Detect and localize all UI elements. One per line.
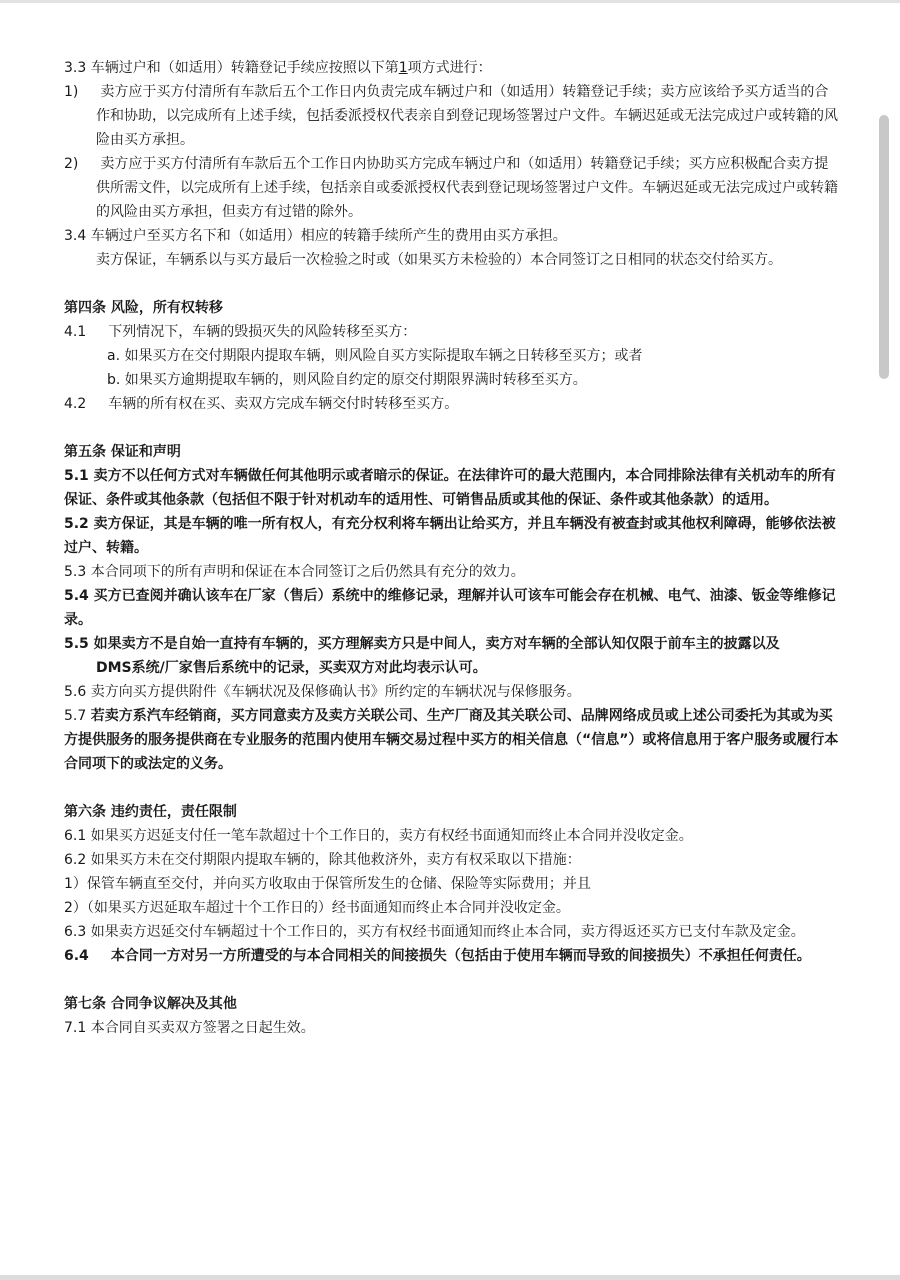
clause-3-3-option-1: 1) 卖方应于买方付清所有车款后五个工作日内负责完成车辆过户和（如适用）转籍登记手续；卖方应该给予买方适当的合作和协助，以完成所有上述手续，包括委派授权代表亲自到登记现场签署过户文件。车辆迟延或无法完成过户或转籍的风险由买方承担。 xyxy=(64,84,838,148)
article-5-heading: 第五条 保证和声明 xyxy=(64,444,181,460)
clause-6-1: 6.1 如果买方迟延支付任一笔车款超过十个工作日的，卖方有权经书面通知而终止本合同并没收定金。 xyxy=(64,828,693,844)
top-edge-rule xyxy=(0,0,900,3)
article-7-heading: 第七条 合同争议解决及其他 xyxy=(64,996,237,1012)
bottom-edge-rule xyxy=(0,1275,900,1280)
clause-3-3: 3.3 车辆过户和（如适用）转籍登记手续应按照以下第1项方式进行： xyxy=(64,60,492,76)
clause-4-1: 4.1 下列情况下，车辆的毁损灭失的风险转移至买方： xyxy=(64,324,417,340)
clause-4-1-a: a. 如果买方在交付期限内提取车辆，则风险自买方实际提取车辆之日转移至买方；或者 xyxy=(107,348,643,364)
option-number: 1 xyxy=(398,60,408,76)
clause-6-2: 6.2 如果买方未在交付期限内提取车辆的，除其他救济外，卖方有权采取以下措施： xyxy=(64,852,581,868)
clause-6-4: 6.4 本合同一方对另一方所遭受的与本合同相关的间接损失（包括由于使用车辆而导致的间接损失）不承担任何责任。 xyxy=(64,948,811,964)
clause-6-3: 6.3 如果卖方迟延交付车辆超过十个工作日的，买方有权经书面通知而终止本合同，卖方得返还买方已支付车款及定金。 xyxy=(64,924,805,940)
document-page xyxy=(64,56,839,1040)
clause-5-5-line-1: 5.5 如果卖方不是自始一直持有车辆的，买方理解卖方只是中间人，卖方对车辆的全部认知仅限于前车主的披露以及 xyxy=(64,636,780,652)
article-4-heading: 第四条 风险，所有权转移 xyxy=(64,300,223,316)
clause-5-5-line-2: DMS系统/厂家售后系统中的记录，买卖双方对此均表示认可。 xyxy=(96,660,487,676)
clause-3-3-option-2: 2) 卖方应于买方付清所有车款后五个工作日内协助买方完成车辆过户和（如适用）转籍登记手续；买方应积极配合卖方提供所需文件，以完成所有上述手续，包括亲自或委派授权代表到登记现场签署过户文件。车辆迟延或无法完成过户或转籍的风险由买方承担，但卖方有过错的除外。 xyxy=(64,156,838,220)
clause-5-7: 5.7 若卖方系汽车经销商，买方同意卖方及卖方关联公司、生产厂商及其关联公司、品牌网络成员或上述公司委托为其或为买方提供服务的服务提供商在专业服务的范围内使用车辆交易过程中买方的相关信息（“信息”）或将信息用于客户服务或履行本合同项下的或法定的义务。 xyxy=(64,708,839,772)
clause-4-2: 4.2 车辆的所有权在买、卖双方完成车辆交付时转移至买方。 xyxy=(64,396,459,412)
clause-5-6: 5.6 卖方向买方提供附件《车辆状况及保修确认书》所约定的车辆状况与保修服务。 xyxy=(64,684,581,700)
clause-5-2: 5.2 卖方保证，其是车辆的唯一所有权人，有充分权利将车辆出让给买方，并且车辆没有被查封或其他权利障碍，能够依法被过户、转籍。 xyxy=(64,516,836,556)
clause-6-2-2: 2）（如果买方迟延取车超过十个工作日的）经书面通知而终止本合同并没收定金。 xyxy=(64,900,570,916)
clause-5-3: 5.3 本合同项下的所有声明和保证在本合同签订之后仍然具有充分的效力。 xyxy=(64,564,525,580)
clause-5-1: 5.1 卖方不以任何方式对车辆做任何其他明示或者暗示的保证。在法律许可的最大范围内，本合同排除法律有关机动车的所有保证、条件或其他条款（包括但不限于针对机动车的适用性、可销售品质或其他的保证、条件或其他条款）的适用。 xyxy=(64,468,836,508)
clause-4-1-b: b. 如果买方逾期提取车辆的，则风险自约定的原交付期限界满时转移至买方。 xyxy=(107,372,587,388)
clause-7-1: 7.1 本合同自买卖双方签署之日起生效。 xyxy=(64,1020,315,1036)
clause-5-4: 5.4 买方已查阅并确认该车在厂家（售后）系统中的维修记录，理解并认可该车可能会存在机械、电气、油漆、钣金等维修记录。 xyxy=(64,588,836,628)
clause-6-2-1: 1）保管车辆直至交付，并向买方收取由于保管所发生的仓储、保险等实际费用；并且 xyxy=(64,876,591,892)
article-6-heading: 第六条 违约责任，责任限制 xyxy=(64,804,237,820)
vertical-scrollbar-thumb[interactable] xyxy=(879,115,889,379)
clause-3-4-guarantee: 卖方保证，车辆系以与买方最后一次检验之时或（如果买方未检验的）本合同签订之日相同的状态交付给买方。 xyxy=(96,252,782,268)
clause-3-4: 3.4 车辆过户至买方名下和（如适用）相应的转籍手续所产生的费用由买方承担。 xyxy=(64,228,567,244)
